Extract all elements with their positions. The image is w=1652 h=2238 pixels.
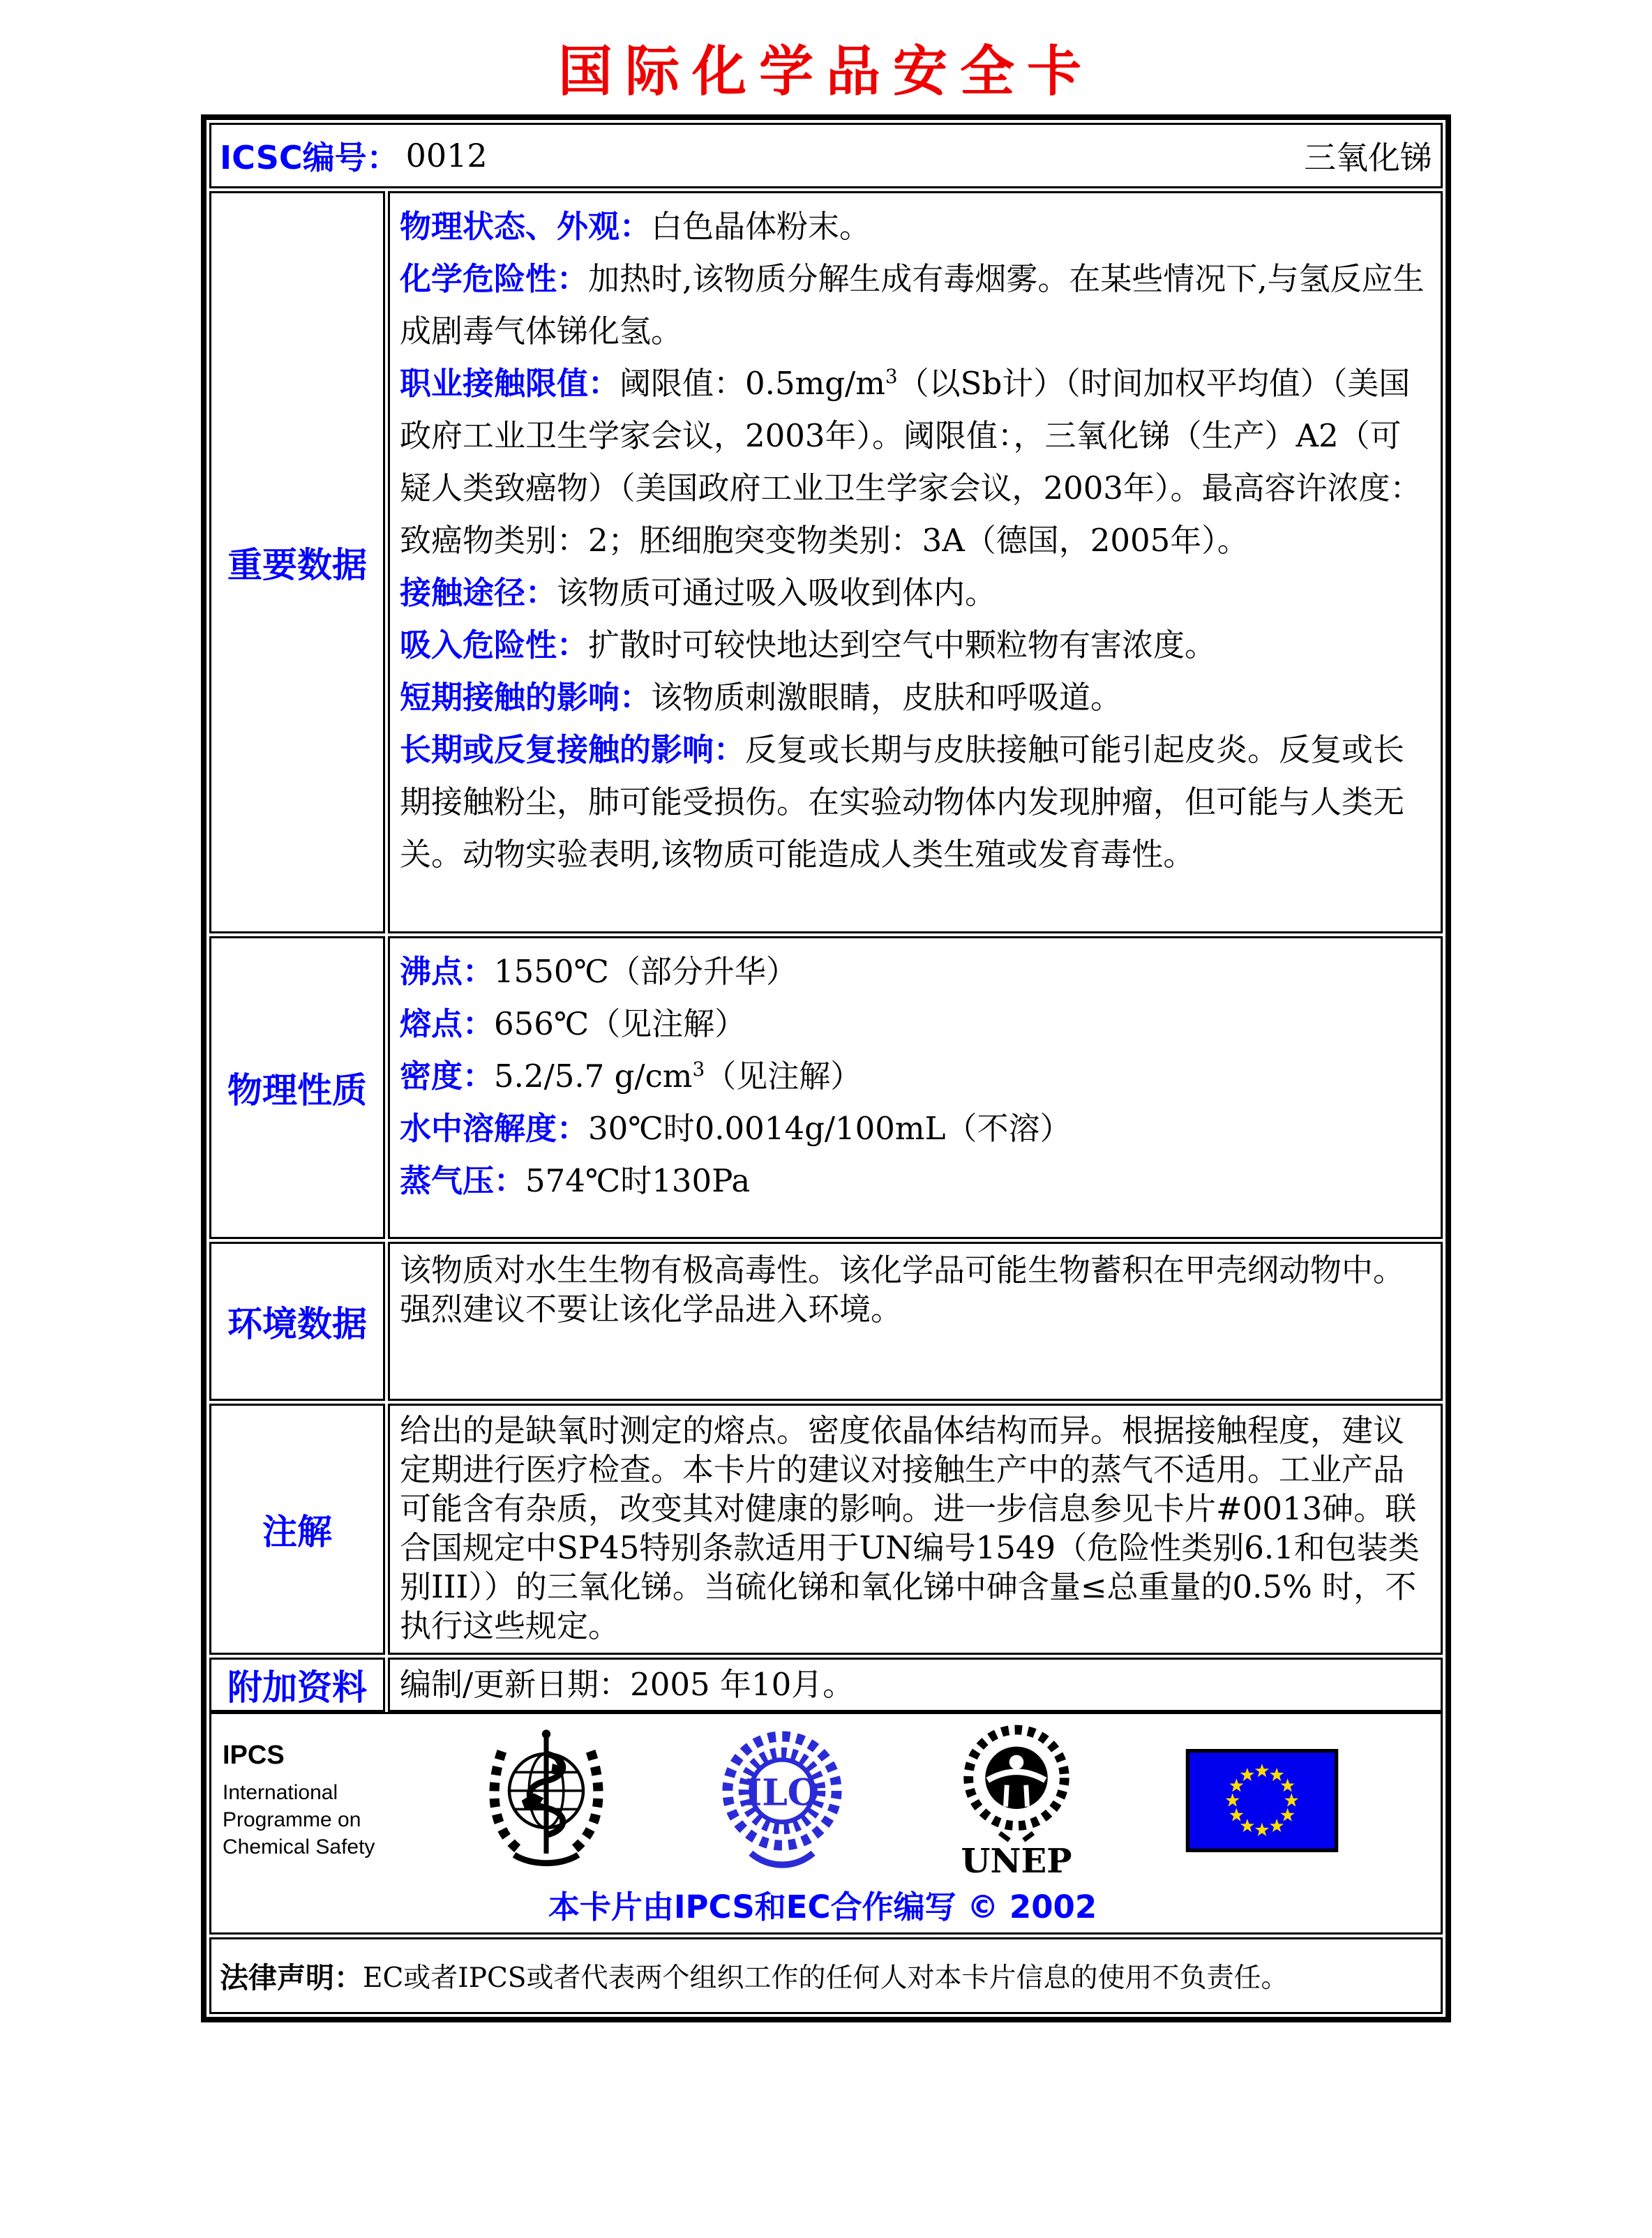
ipcs-line-1: International <box>223 1780 338 1804</box>
eu-flag-icon <box>1185 1749 1339 1852</box>
item-label: 接触途径： <box>400 573 557 611</box>
section-content-notes <box>388 1404 1443 1655</box>
superscript: 3 <box>692 1057 705 1081</box>
section-important-data-item-0: 物理状态、外观：白色晶体粉末。 <box>400 207 871 245</box>
section-notes-item-0: 给出的是缺氧时测定的熔点。密度依晶体结构而异。根据接触程度，建议定期进行医疗检查。本卡片的建议对接触生产中的蒸气不适用。工业产品可能含有杂质，改变其对健康的影响。进一步信息参见卡片#0013砷。联合国规定中SP45特别条款适用于UN编号1549（危险性类别6.1和包装类别III））的三氧化锑。当硫化锑和氧化锑中砷含量≤总重量的0.5% 时，不执行这些规定。 <box>400 1411 1420 1644</box>
item-label: 化学危险性： <box>400 260 589 297</box>
logos-row <box>209 1712 1443 1935</box>
section-content-environmental-data <box>388 1242 1443 1401</box>
unep-logo-icon <box>956 1722 1076 1879</box>
icsc-card <box>201 114 1451 2022</box>
section-row-additional-information <box>209 1658 1443 1712</box>
legal-text: EC或者IPCS或者代表两个组织工作的任何人对本卡片信息的使用不负责任。 <box>363 1962 1289 1994</box>
ipcs-line-2: Programme on <box>223 1808 361 1831</box>
logos-cell <box>209 1712 1443 1935</box>
item-label: 吸入危险性： <box>400 626 589 663</box>
section-label-notes: 注解 <box>209 1404 385 1655</box>
legal-row <box>209 1937 1443 2014</box>
ipcs-text-block <box>223 1741 375 1861</box>
unep-logo-text: UNEP <box>961 1842 1072 1879</box>
header-row <box>209 123 1443 188</box>
item-label: 水中溶解度： <box>400 1109 589 1147</box>
section-label-additional-information: 附加资料 <box>209 1658 385 1712</box>
legal-label: 法律声明： <box>220 1961 363 1995</box>
section-additional-information-item-0: 编制/更新日期：2005 年10月。 <box>400 1665 855 1703</box>
item-label: 长期或反复接触的影响： <box>400 730 746 768</box>
section-label-environmental-data: 环境数据 <box>209 1242 385 1401</box>
ilo-logo-text: ILO <box>745 1771 820 1815</box>
section-important-data-item-5: 短期接触的影响：该物质刺激眼睛，皮肤和呼吸道。 <box>400 678 1122 716</box>
section-row-notes <box>209 1404 1443 1655</box>
section-row-physical-properties <box>209 936 1443 1239</box>
section-physical-properties-item-4: 蒸气压：574℃时130Pa <box>400 1162 751 1199</box>
sections-container <box>209 191 1443 1712</box>
section-row-important-data <box>209 191 1443 933</box>
icsc-number-label: ICSC编号： <box>220 138 399 177</box>
section-label-important-data: 重要数据 <box>209 191 385 933</box>
section-content-important-data <box>388 191 1443 933</box>
section-row-environmental-data <box>209 1242 1443 1401</box>
section-environmental-data-item-0: 该物质对水生生物有极高毒性。该化学品可能生物蓄积在甲壳纲动物中。强烈建议不要让该化学品进入环境。 <box>400 1251 1405 1328</box>
header-cell <box>209 123 1443 188</box>
section-physical-properties-item-2: 密度：5.2/5.7 $g/cm^3$（见注解） <box>400 1057 862 1095</box>
section-important-data-item-3: 接触途径：该物质可通过吸入吸收到体内。 <box>400 573 997 611</box>
icsc-number-value: 0012 <box>405 136 488 174</box>
credit-text: 本卡片由IPCS和EC合作编写 <box>548 1888 956 1925</box>
section-content-additional-information <box>388 1658 1443 1712</box>
section-physical-properties-item-1: 熔点：656℃（见注解） <box>400 1005 746 1042</box>
ilo-logo-icon <box>717 1726 847 1875</box>
section-physical-properties-item-0: 沸点：1550℃（部分升华） <box>400 952 797 990</box>
section-important-data-item-2: 职业接触限值：阈限值：$0.5mg/m^3$（以Sb计）（时间加权平均值）（美国政府工业卫生学家会议，2003年）。阈限值：，三氧化锑（生产）A2（可疑人类致癌物）（美国政府工业卫生学家会议，2003年）。最高容许浓度：致癌物类别：2；胚细胞突变物类别：3A（德国，2005年）。 <box>400 364 1422 559</box>
logo-strip <box>223 1722 1422 1879</box>
item-label: 物理状态、外观： <box>400 207 652 245</box>
superscript: 3 <box>885 364 898 388</box>
ipcs-abbr: IPCS <box>223 1740 285 1770</box>
item-label: 沸点： <box>400 952 495 990</box>
section-important-data-item-1: 化学危险性：加热时,该物质分解生成有毒烟雾。在某些情况下,与氢反应生成剧毒气体锑化氢。 <box>400 260 1425 350</box>
ipcs-line-3: Chemical Safety <box>223 1835 375 1858</box>
chemical-name: 三氧化锑 <box>1304 138 1432 177</box>
who-logo-icon <box>484 1727 608 1875</box>
section-physical-properties-item-3: 水中溶解度：30℃时0.0014g/100mL（不溶） <box>400 1109 1072 1147</box>
item-label: 职业接触限值： <box>400 364 620 402</box>
section-important-data-item-6: 长期或反复接触的影响：反复或长期与皮肤接触可能引起皮炎。反复或长期接触粉尘，肺可能受损伤。在实验动物体内发现肿瘤，但可能与人类无关。动物实验表明,该物质可能造成人类生殖或发育毒性。 <box>400 730 1405 873</box>
page-title: 国际化学品安全卡 <box>557 40 1094 103</box>
section-label-physical-properties: 物理性质 <box>209 936 385 1239</box>
credit-line <box>223 1882 1422 1927</box>
item-label: 密度： <box>400 1057 495 1095</box>
section-important-data-item-4: 吸入危险性：扩散时可较快地达到空气中颗粒物有害浓度。 <box>400 626 1217 663</box>
item-label: 短期接触的影响： <box>400 678 652 716</box>
item-label: 蒸气压： <box>400 1162 526 1199</box>
legal-cell <box>209 1937 1443 2014</box>
item-label: 熔点： <box>400 1005 495 1042</box>
section-content-physical-properties <box>388 936 1443 1239</box>
credit-year: © 2002 <box>967 1888 1097 1925</box>
